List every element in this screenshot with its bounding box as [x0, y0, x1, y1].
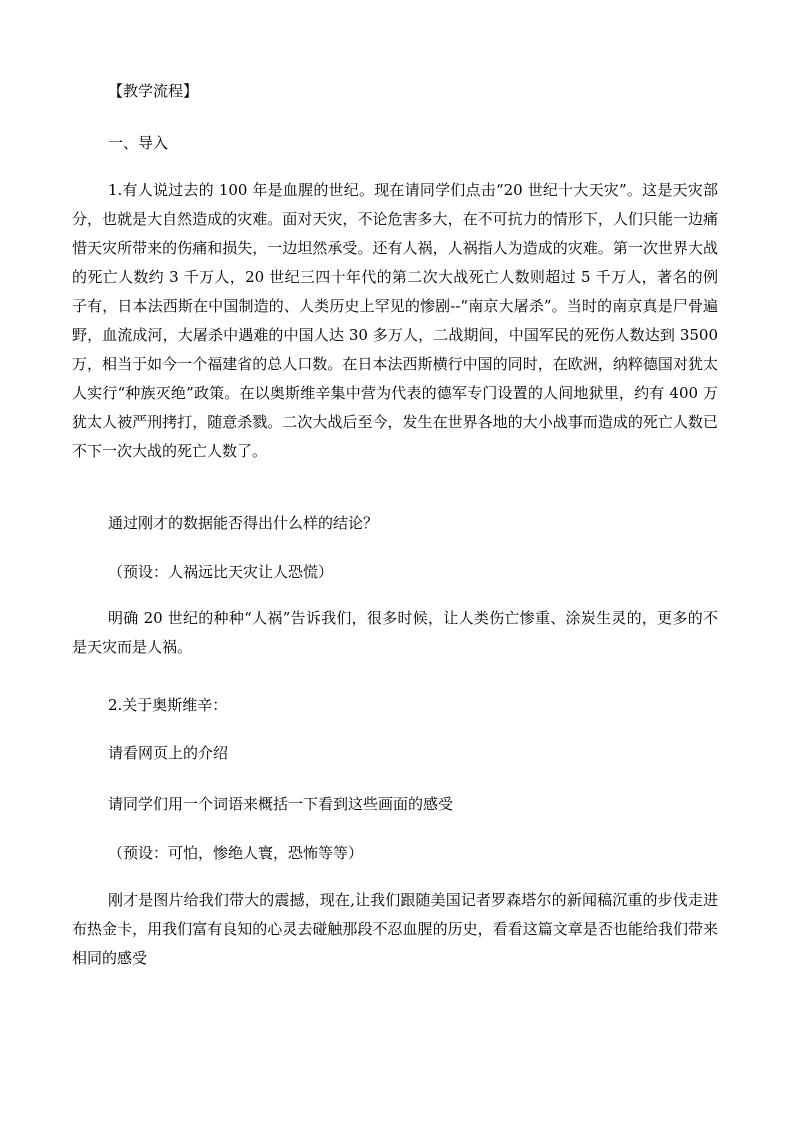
paragraph-intro: 1.有人说过去的 100 年是血腥的世纪。现在请同学们点击“20 世纪十大天灾”。这是天灾部分，也就是大自然造成的灾难。面对天灾，不论危害多大，在不可抗力的情形下，人们只能一边痛惜天灾所带来的伤痛和损失，一边坦然承受。还有人祸，人祸指人为造成的灾难。第一次世界大战的死亡人数约 3 千万人，20 世纪三四十年代的第二次大战死亡人数则超过 5 千万人，著名的例子有，日本法西斯在中国制造的、人类历史上罕见的惨剧--“南京大屠杀”。当时的南京真是尸骨遍野，血流成河，大屠杀中遇难的中国人达 30 多万人，二战期间，中国军民的死伤人数达到 3500 万，相当于如今一个福建省的总人口数。在日本法西斯横行中国的同时，在欧洲，纳粹德国对犹太人实行“种族灭绝”政策。在以奥斯维辛集中营为代表的德军专门设置的人间地狱里，约有 400 万犹太人被严刑拷打，随意杀戮。二次大战后至今，发生在世界各地的大小战事而造成的死亡人数已不下一次大战的死亡人数了。: [72, 181, 718, 460]
preset-answer-1: （预设：人祸远比天灾让人恐慌）: [108, 563, 334, 581]
paragraph-closing: 刚才是图片给我们带大的震撼，现在,让我们跟随美国记者罗森塔尔的新闻稿沉重的步伐走进布热金卡，用我们富有良知的心灵去碰触那段不忍血腥的历史，看看这篇文章是否也能给我们带来相同的感受: [72, 891, 718, 967]
section-heading: 【教学流程】: [108, 82, 199, 100]
question-text: 通过刚才的数据能否得出什么样的结论？: [108, 514, 379, 532]
paragraph-clarify: 明确 20 世纪的种种“人祸”告诉我们，很多时候，让人类伤亡惨重、涂炭生灵的，更多的不是天灾而是人祸。: [72, 609, 718, 656]
instruction-line-1: 请看网页上的介绍: [108, 744, 229, 762]
preset-answer-2: （预设：可怕，惨绝人寰，恐怖等等）: [108, 844, 364, 862]
item-two-heading: 2.关于奥斯维辛：: [108, 696, 228, 714]
part-one-heading: 一、导入: [108, 134, 169, 152]
instruction-line-2: 请同学们用一个词语来概括一下看到这些画面的感受: [108, 795, 454, 813]
